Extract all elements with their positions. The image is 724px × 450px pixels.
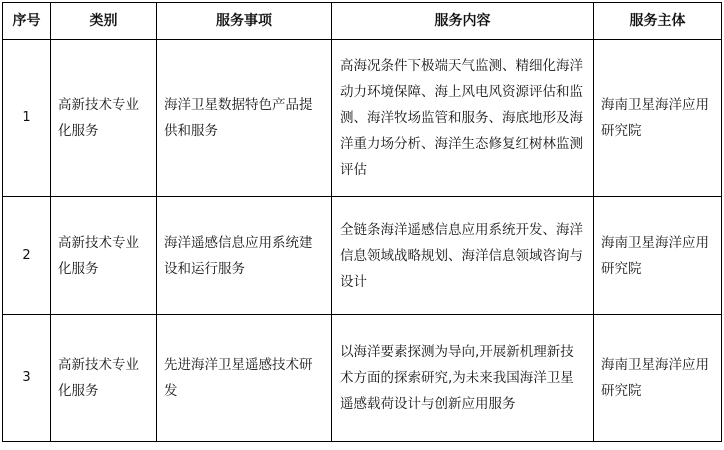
row-provider: 海南卫星海洋应用研究院 (594, 315, 722, 442)
header-row (3, 3, 722, 40)
row-item: 海洋遥感信息应用系统建设和运行服务 (157, 197, 332, 315)
row-content: 以海洋要素探测为导向,开展新机理新技术方面的探索研究,为未来我国海洋卫星遥感载荷设计与创新应用服务 (332, 315, 594, 442)
row-category: 高新技术专业化服务 (51, 40, 157, 197)
service-table (2, 2, 722, 442)
row-category: 高新技术专业化服务 (51, 315, 157, 442)
row-provider: 海南卫星海洋应用研究院 (594, 40, 722, 197)
row-index: 2 (3, 197, 51, 315)
row-index: 1 (3, 40, 51, 197)
row-index: 3 (3, 315, 51, 442)
table-row (3, 197, 722, 315)
row-item: 海洋卫星数据特色产品提供和服务 (157, 40, 332, 197)
table-row (3, 315, 722, 442)
header-item: 服务事项 (157, 3, 332, 40)
header-provider: 服务主体 (594, 3, 722, 40)
header-category: 类别 (51, 3, 157, 40)
row-provider: 海南卫星海洋应用研究院 (594, 197, 722, 315)
header-content: 服务内容 (332, 3, 594, 40)
row-category: 高新技术专业化服务 (51, 197, 157, 315)
row-item: 先进海洋卫星遥感技术研发 (157, 315, 332, 442)
row-content: 全链条海洋遥感信息应用系统开发、海洋信息领域战略规划、海洋信息领域咨询与设计 (332, 197, 594, 315)
header-index: 序号 (3, 3, 51, 40)
row-content: 高海况条件下极端天气监测、精细化海洋动力环境保障、海上风电风资源评估和监测、海洋牧场监管和服务、海底地形及海洋重力场分析、海洋生态修复红树林监测评估 (332, 40, 594, 197)
table-row (3, 40, 722, 197)
